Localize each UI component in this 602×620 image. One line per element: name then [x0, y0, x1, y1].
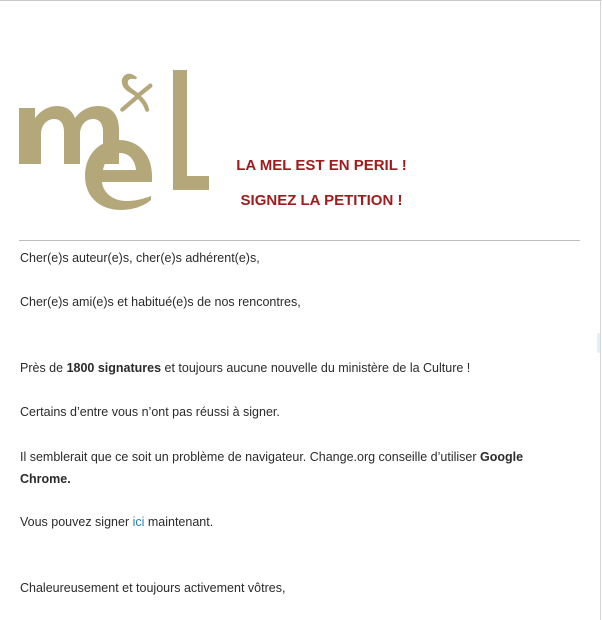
signatures-count: 1800 signatures	[66, 361, 162, 375]
signatures-paragraph	[20, 358, 560, 379]
signatures-suffix: et toujours aucune nouvelle du ministère de la Culture !	[161, 361, 471, 375]
scrollbar-track[interactable]	[600, 0, 601, 620]
scrollbar-thumb[interactable]	[597, 333, 600, 353]
window-top-border	[0, 0, 602, 1]
sign-now-prefix: Vous pouvez signer	[20, 515, 133, 529]
signatures-prefix: Près de	[20, 361, 67, 375]
greeting-authors: Cher(e)s auteur(e)s, cher(e)s adhérent(e)s,	[20, 251, 260, 265]
browser-name: Google Chrome.	[20, 450, 524, 486]
signing-failed-paragraph: Certains d’entre vous n’ont pas réussi à signer.	[20, 405, 280, 419]
browser-prefix: Il semblerait que ce soit un problème de navigateur. Change.org conseille d’utiliser	[20, 450, 480, 464]
mel-logo	[17, 66, 213, 211]
sign-now-paragraph	[20, 512, 560, 533]
browser-paragraph	[20, 446, 560, 490]
headline-petition: SIGNEZ LA PETITION !	[240, 192, 403, 209]
petition-link[interactable]: ici	[132, 515, 145, 529]
greeting-friends: Cher(e)s ami(e)s et habitué(e)s de nos rencontres,	[20, 295, 301, 309]
closing-paragraph: Chaleureusement et toujours activement vôtres,	[20, 581, 286, 595]
sign-now-suffix: maintenant.	[144, 515, 214, 529]
headline-peril: LA MEL EST EN PERIL !	[236, 157, 407, 174]
header-divider	[19, 240, 580, 241]
